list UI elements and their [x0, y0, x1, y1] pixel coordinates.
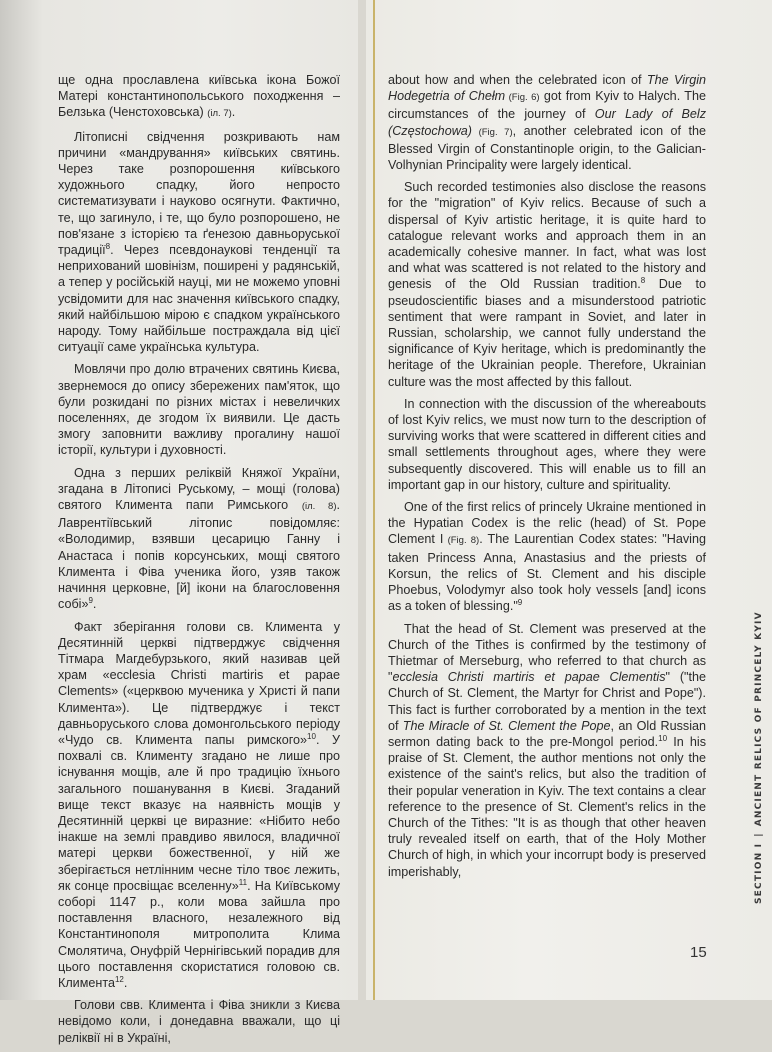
paragraph: Such recorded testimonies also disclose the reasons for the "migration" of Kyiv relics. Because of such a dispersal of Kyiv artistic heritage, it is quite hard to catalogue relevant works and approach them in an academically cohesive manner. In fact, what was lost and what was scattered is not related to the history and genesis of the Old Russian tradition.$^8$ Due to pseudoscientific biases and a misunderstood patriotic sentiment that were rampant in Soviet, and later in Russian, scholarship, we cannot fully understand the significance of Kyiv heritage, which is predominantly the heritage of the Ukrainian people. Therefore, Ukrainian culture was the most affected by this fallout. [388, 180, 707, 389]
paragraph: Факт зберігання голови св. Климента у Десятинній церкві підтверджує свідчення Тітмара Магдебурзького, який називав цей храм «ecclesia Christi martiris et papae Clements» («церквою мученика у Христі й папи Климента»). Це підтверджує і текст давньоруського слова домонгольського періоду «Чудо св. Климента папы римского»$^{10}$. У похвалі св. Клименту згадано не лише про існування мощів, але й про традицію їхнього загального пошанування в Києві. Згаданий вище текст вказує на наявність мощів у Десятинній церкві це виразние: «Нібито небо інакше на землі правдиво явилося, владичної матері церкви божественної, у ній же зберігається нетлінним чесне тіло твоє лежить, як сонце просвіщає вселенну»$^{11}$. На Київському соборі 1147 р., коли мова зайшла про поставлення власного, незалежного від Константинополя митрополита Клима Смолятича, Онуфрій Чернігівський порадив для цього поставлення скористатися головою св. Климента$^{12}$. [58, 619, 341, 990]
paragraph: In connection with the discussion of the whereabouts of lost Kyiv relics, we must now turn to the description of surviving works that were scattered in different cities and small settlements throughout ages, where they were subsequently discovered. This will enable us to fill an important gap in our history, culture and spirituality. [388, 396, 706, 492]
page-number: 15 [690, 944, 707, 961]
section-title: ANCIENT RELICS OF PRINCELY KYIV [754, 611, 764, 827]
paragraph: That the head of St. Clement was preserved at the Church of the Tithes is confirmed by the testimony of Thietmar of Merseburg, who referred to that church as "ecclesia Christi martiris et papae Clementis" ("the Church of St. Clement, the Martyr for Christ and Pope"). This fact is further corroborated by a mention in the text of The Miracle of St. Clement the Pope, an Old Russian sermon dating back to the pre-Mongol period.$^{10}$ In his praise of St. Clement, the author mentions not only the existence of the saint's relics, but also the tradition of their popular veneration in Kyiv. The text contains a clear reference to the presence of St. Clement's relics in the Church of the Tithes: "It is as though that other heaven truly revealed itself on earth, that of the Holy Mother Church of high, in which your incorrupt body is preserved imperishably, [388, 621, 706, 879]
paragraph: Мовлячи про долю втрачених святинь Києва, звернемося до опису збережених пам'яток, що були розкидані по різних містах і невеличких поселеннях, де згодом їх виявили. Це дасть змогу заповнити важливу прогалину нашої історії, культури і духовності. [58, 362, 340, 458]
paragraph: about how and when the celebrated icon of The Virgin Hodegetria of Chełm (Fig. 6) got from Kyiv to Halych. The circumstances of the journey of Our Lady of Belz (Częstochowa) (Fig. 7), another celebrated icon of the Blessed Virgin of Constantinople origin, to the Galician-Volhynian Principality were largely identical. [388, 73, 706, 173]
section-number: SECTION I [754, 842, 764, 904]
paragraph: Літописні свідчення розкривають нам причини «мандрування» київських святинь. Через таке розпорошення київського художнього спадку, його непросто систематизувати і науково осягнути. Фактично, те, що загинуло, і те, що було розпорошено, не пов'язане з історією та ґенезою давньоруської традиції$^8$. Через псевдонаукові тенденції та неприхований шовінізм, поширені у радянській, а тепер у російській науці, ми не можемо уповні усвідомити для нас значення київського спадку, який найбільшою мірою є спадком українського народу. Тому найбільше постраждала від цієї ситуації саме українська культура. [58, 129, 340, 355]
gold-divider-line [373, 0, 375, 1000]
ukrainian-text-column [58, 72, 340, 1052]
paragraph: Голови свв. Климента і Фіва зникли з Києва невідомо коли, і донедавна вважали, що ці реліквії ні в Україні, [58, 998, 340, 1045]
section-side-label [754, 611, 764, 904]
paragraph: Одна з перших релiквій Княжої України, згадана в Літописі Руському, – мощі (голова) святого Климента папи Римського (іл. 8). Лаврентіївський літопис повідомляє: «Володимир, взявши цесарицю Ганну і Анастаса і попів корсунських, мощі святого Климента і Фіва ученика його, узяв також начиння церковне, [й] ікони на благословення собі»$^9$. [58, 465, 341, 612]
english-text-column [388, 72, 706, 886]
paragraph: ще одна прославлена київська ікона Божої Матері константинопольського походження – Белзька (Ченстоховська) (іл. 7). [58, 73, 340, 120]
paragraph: One of the first relics of princely Ukraine mentioned in the Hypatian Codex is the relic (head) of St. Pope Clement I (Fig. 8). The Laurentian Codex states: "Having taken Princess Anna, Anastasius and the priests of Korsun, the relics of St. Clement and his disciple Phoebus, Volodymyr also took holy vessels [and] icons as a token of blessing."$^9$ [388, 500, 706, 614]
section-separator: | [754, 832, 764, 837]
